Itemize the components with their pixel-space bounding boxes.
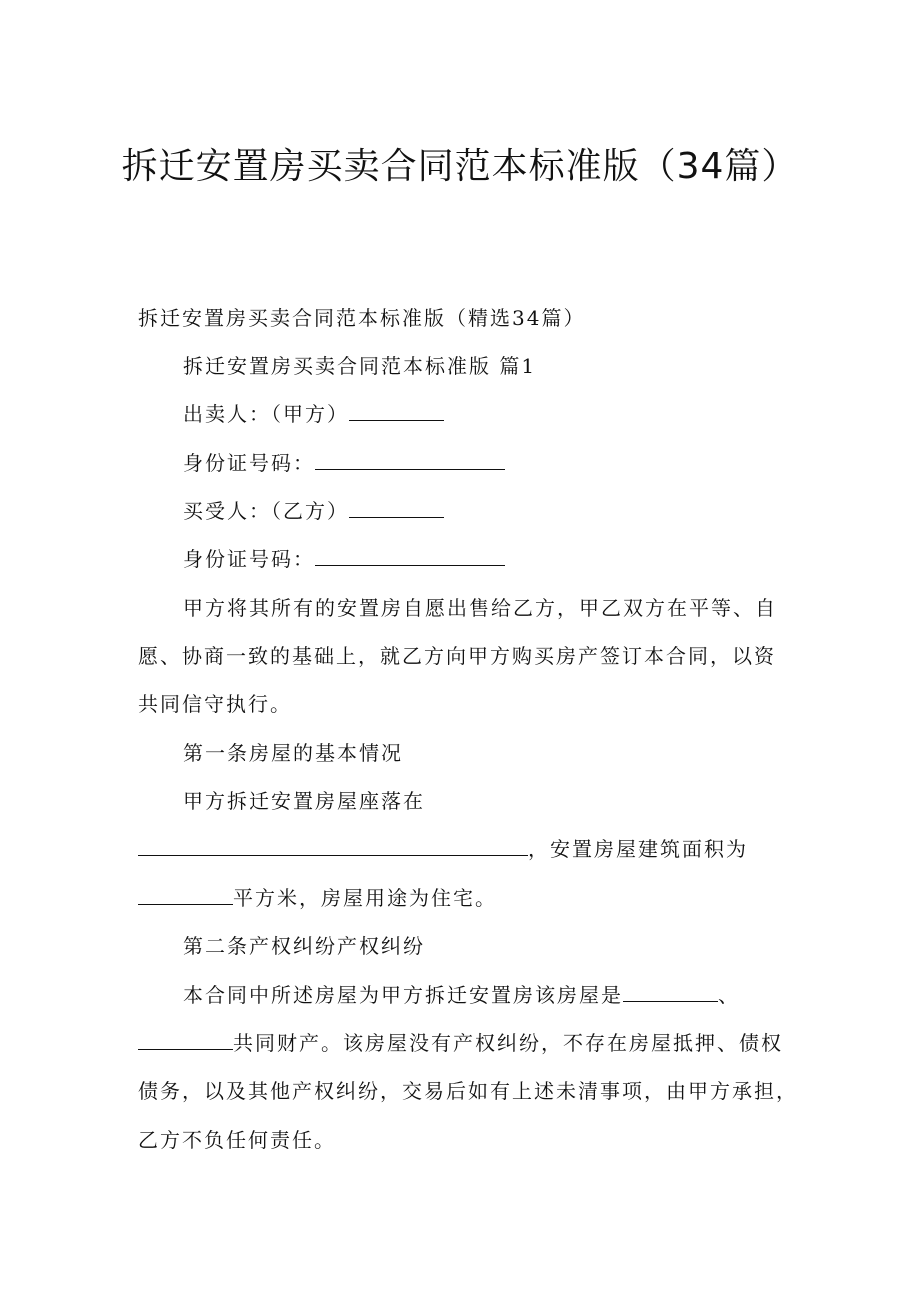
article-2-line-1-sep: 、	[718, 983, 740, 1007]
document-subtitle: 拆迁安置房买卖合同范本标准版（精选34篇）	[138, 306, 586, 330]
article-2-line-3: 债务，以及其他产权纠纷，交易后如有上述未清事项，由甲方承担，	[138, 1079, 798, 1103]
seller-id-label: 身份证号码：	[183, 451, 315, 475]
owner-2-blank	[138, 1029, 233, 1050]
buyer-id-blank	[315, 545, 505, 566]
article-2-line-4: 乙方不负任何责任。	[138, 1128, 336, 1152]
buyer-name-blank	[349, 497, 444, 518]
section-heading: 拆迁安置房买卖合同范本标准版 篇1	[183, 354, 537, 378]
article-2-line-2-text: 共同财产。该房屋没有产权纠纷，不存在房屋抵押、债权	[233, 1031, 783, 1055]
intro-paragraph-line-2: 愿、协商一致的基础上，就乙方向甲方购买房产签订本合同，以资	[138, 644, 776, 668]
intro-paragraph-line-3: 共同信守执行。	[138, 692, 292, 716]
buyer-line	[183, 496, 444, 526]
article-1-line-2-text: ，安置房屋建筑面积为	[528, 837, 748, 861]
article-2-line-2	[138, 1028, 783, 1058]
article-1-line-3	[138, 883, 497, 913]
article-1-line-3-text: 平方米，房屋用途为住宅。	[233, 886, 497, 910]
article-1-line-2	[138, 834, 748, 864]
buyer-id-label: 身份证号码：	[183, 547, 315, 571]
seller-id-line	[183, 448, 505, 478]
seller-id-blank	[315, 449, 505, 470]
seller-name-blank	[349, 400, 444, 421]
seller-line	[183, 399, 444, 429]
buyer-label: 买受人：（乙方）	[183, 499, 349, 523]
seller-label: 出卖人：（甲方）	[183, 402, 349, 426]
article-1-line-1: 甲方拆迁安置房屋座落在	[183, 789, 425, 813]
article-2-heading: 第二条产权纠纷产权纠纷	[183, 934, 425, 958]
article-1-heading: 第一条房屋的基本情况	[183, 741, 403, 765]
article-2-line-1	[183, 980, 740, 1010]
buyer-id-line	[183, 544, 505, 574]
page-title: 拆迁安置房买卖合同范本标准版（34篇）	[121, 146, 799, 187]
intro-paragraph-line-1: 甲方将其所有的安置房自愿出售给乙方，甲乙双方在平等、自	[183, 596, 777, 620]
owner-1-blank	[623, 981, 718, 1002]
floor-area-blank	[138, 884, 233, 905]
house-location-blank	[138, 835, 528, 856]
article-2-line-1-text: 本合同中所述房屋为甲方拆迁安置房该房屋是	[183, 983, 623, 1007]
